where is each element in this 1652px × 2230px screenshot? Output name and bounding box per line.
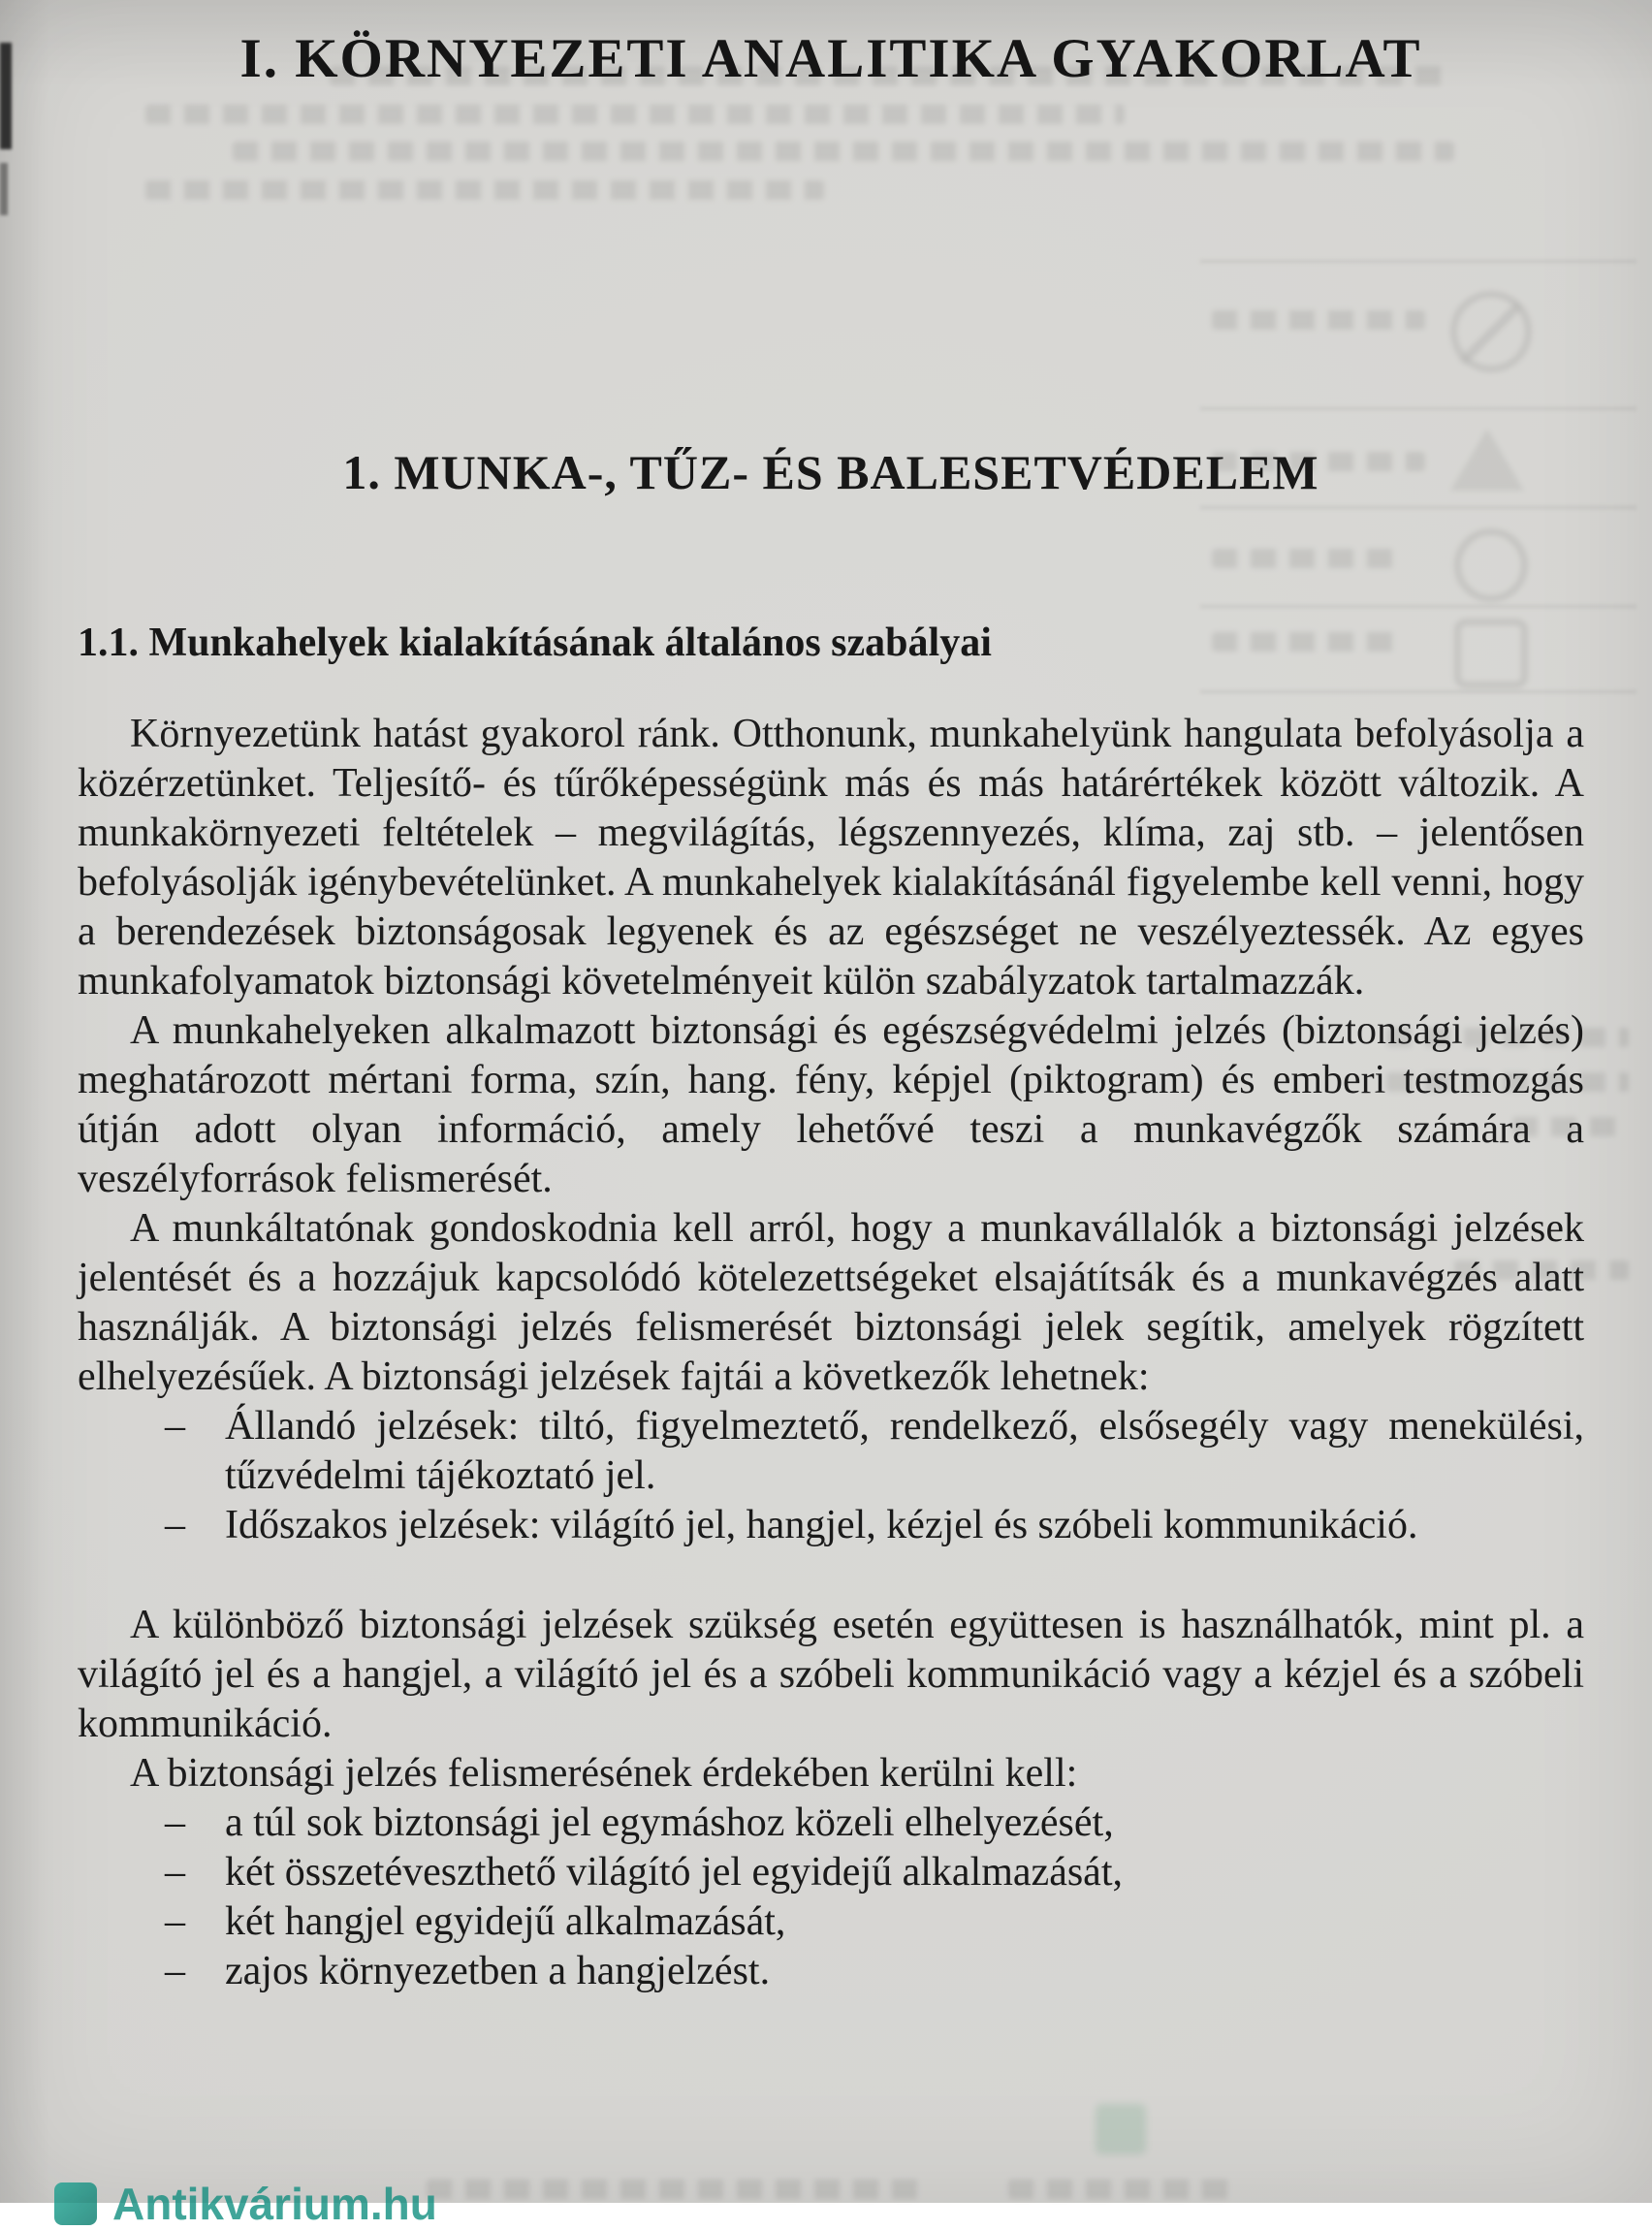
bleedthrough-caption-line	[1008, 2180, 1241, 2199]
bullet-dash: –	[165, 1503, 185, 1547]
list-item-avoid-confusable-lights	[78, 1848, 1584, 1897]
list-item-avoid-two-sound-signals	[78, 1897, 1584, 1947]
antikvarium-watermark	[54, 2178, 437, 2230]
list-item-permanent-signals	[78, 1402, 1584, 1501]
scan-edge-mark	[0, 163, 8, 215]
paragraph-avoid-intro: A biztonsági jelzés felismerésének érdekében kerülni kell:	[130, 1751, 1078, 1796]
watermark-text: Antikvárium.hu	[112, 2179, 437, 2229]
bullet-dash: –	[165, 1899, 185, 1944]
paragraph-employer-duty: A munkáltatónak gondoskodnia kell arról, hogy a munkavállalók a biztonsági jelzések jelentését és a hozzájuk kapcsolódó kötelezettségeket elsajátítsák és a munkavégzés alatt használják. A biztonsági jelzés felismerését biztonsági jelek segítik, amelyek rögzített elhelyezésűek. A biztonsági jelzések fajtái a következők lehetnek:	[78, 1206, 1584, 1399]
subsection-title: 1.1. Munkahelyek kialakításának általános szabályai	[78, 621, 992, 665]
bullet-dash: –	[165, 1949, 185, 1993]
antikvarium-logo-icon	[54, 2182, 97, 2225]
chapter-title: I. KÖRNYEZETI ANALITIKA GYAKORLAT	[239, 28, 1422, 89]
bullet-dash: –	[165, 1850, 185, 1895]
paragraph-safety-signal-definition: A munkahelyeken alkalmazott biztonsági és egészségvédelmi jelzés (biztonsági jelzés) meghatározott mértani forma, szín, hang. fény, képjel (piktogram) és emberi testmozgás útján adott olyan információ, amely lehetővé teszi a munkavégzők számára a veszélyforrások felismerését.	[78, 1008, 1584, 1201]
list-item-text: két hangjel egyidejű alkalmazását,	[225, 1899, 786, 1944]
list-item-avoid-noisy-environment	[78, 1947, 1584, 1996]
list-item-avoid-crowding	[78, 1799, 1584, 1848]
bullet-dash: –	[165, 1800, 185, 1845]
page-content	[78, 0, 1584, 1996]
list-item-text: a túl sok biztonsági jel egymáshoz közeli elhelyezését,	[225, 1800, 1114, 1845]
paragraph-combined-use: A különböző biztonsági jelzések szükség esetén együttesen is használhatók, mint pl. a világító jel és a hangjel, a világító jel és a szóbeli kommunikáció vagy a kézjel és a szóbeli kommunikáció.	[78, 1603, 1584, 1746]
list-item-temporary-signals	[78, 1501, 1584, 1550]
bleedthrough-caption-line	[427, 2180, 931, 2199]
list-item-text: zajos környezetben a hangjelzést.	[225, 1949, 771, 1993]
bullet-dash: –	[165, 1404, 185, 1449]
body-text	[78, 710, 1584, 1996]
section-title: 1. MUNKA-, TŰZ- ÉS BALESETVÉDELEM	[342, 445, 1319, 499]
paragraph-environment: Környezetünk hatást gyakorol ránk. Otthonunk, munkahelyünk hangulata befolyásolja a közérzetünket. Teljesítő- és tűrőképességünk más és más határértékek között változik. A munkakörnyezeti feltételek – megvilágítás, légszennyezés, klíma, zaj stb. – jelentősen befolyásolják igénybevételünket. A munkahelyek kialakításánál figyelembe kell venni, hogy a berendezések biztonságosak legyenek és az egészséget ne veszélyeztessék. Az egyes munkafolyamatok biztonsági követelményeit külön szabályzatok tartalmazzák.	[78, 712, 1584, 1004]
list-item-text: Időszakos jelzések: világító jel, hangjel, kézjel és szóbeli kommunikáció.	[225, 1503, 1418, 1547]
scan-edge-mark	[0, 43, 12, 149]
bleedthrough-green-sign	[1096, 2104, 1146, 2154]
list-item-text: két összetéveszthető világító jel egyidejű alkalmazását,	[225, 1850, 1123, 1895]
list-item-text: Állandó jelzések: tiltó, figyelmeztető, rendelkező, elsősegély vagy menekülési, tűzvédelmi tájékoztató jel.	[225, 1404, 1584, 1498]
